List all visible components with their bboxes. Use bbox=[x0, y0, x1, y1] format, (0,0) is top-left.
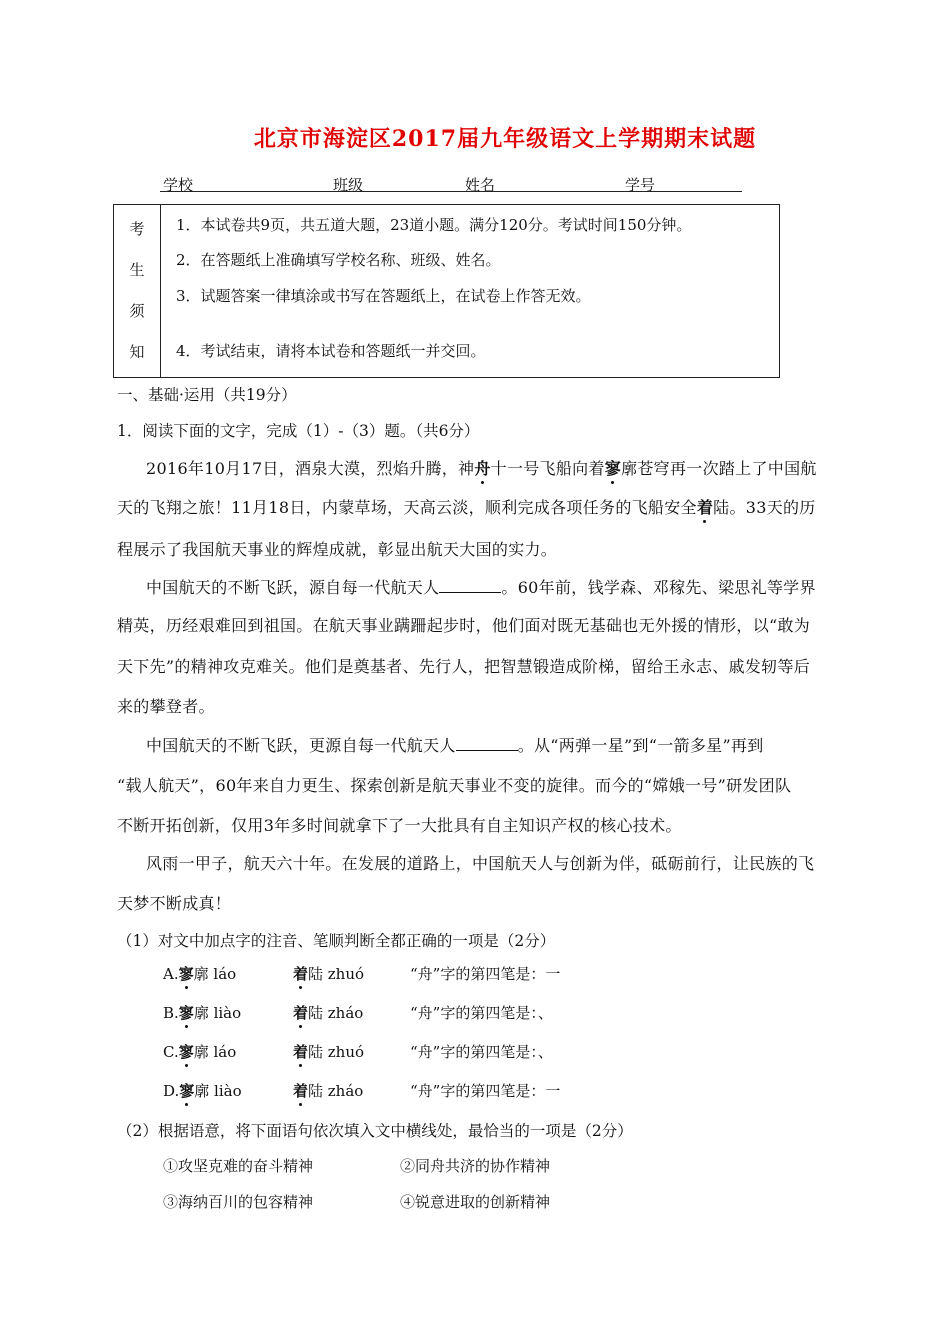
dotted-char: 寥 bbox=[178, 965, 194, 983]
choice-item: ③海纳百川的包容精神 bbox=[163, 1193, 314, 1211]
dotted-char: 着 bbox=[696, 498, 714, 517]
passage-line bbox=[117, 495, 816, 518]
section-heading: 一、基础·运用（共19分） bbox=[117, 386, 297, 404]
notice-label-char: 生 bbox=[129, 261, 145, 279]
option-c-stroke bbox=[410, 1041, 553, 1062]
passage-text: 中国航天的不断飞跃，更源自每一代航天人 bbox=[146, 736, 456, 755]
passage-line: 天梦不断成真！ bbox=[117, 894, 232, 913]
notice-divider bbox=[160, 205, 161, 377]
dotted-char: 着 bbox=[293, 1004, 309, 1022]
passage-text: 。从“两弹一星”到“一箭多星”再到 bbox=[517, 736, 764, 755]
dotted-char: 舟 bbox=[474, 459, 491, 478]
passage-line: 来的攀登者。 bbox=[117, 697, 215, 716]
notice-item: 4．考试结束，请将本试卷和答题纸一并交回。 bbox=[176, 342, 486, 360]
passage-line: 精英，历经艰难回到祖国。在航天事业蹒跚起步时，他们面对既无基础也无外援的情形，以“敢为 bbox=[117, 616, 811, 635]
option-c-second bbox=[293, 1041, 364, 1062]
stroke-mark: 、 bbox=[537, 1043, 553, 1061]
passage-line: “载人航天”，60年来自力更生、探索创新是航天事业不变的旋律。而今的“嫦娥一号”研发团队 bbox=[117, 776, 792, 795]
passage-line: 不断开拓创新，仅用3年多时间就拿下了一大批具有自主知识产权的核心技术。 bbox=[117, 816, 682, 835]
option-a[interactable] bbox=[163, 963, 236, 984]
passage-line bbox=[146, 733, 764, 756]
choice-item: ②同舟共济的协作精神 bbox=[400, 1157, 551, 1175]
option-pinyin-1: 廓 liào bbox=[193, 1004, 242, 1022]
notice-label-char: 考 bbox=[129, 220, 145, 238]
option-c[interactable] bbox=[163, 1041, 236, 1062]
passage-line bbox=[146, 456, 817, 479]
notice-label-char: 知 bbox=[129, 343, 145, 361]
passage-line: 程展示了我国航天事业的辉煌成就，彰显出航天大国的实力。 bbox=[117, 540, 558, 559]
option-d-stroke bbox=[410, 1080, 560, 1101]
passage-line: 风雨一甲子，航天六十年。在发展的道路上，中国航天人与创新为伴，砥砺前行，让民族的飞 bbox=[146, 854, 815, 873]
passage-text: 十一号飞船向着 bbox=[490, 459, 605, 478]
option-pinyin-1: 廓 liào bbox=[194, 1082, 242, 1100]
option-stroke-text: “舟”字的第四笔是： bbox=[410, 1043, 538, 1061]
sub-question-2: （2）根据语意，将下面语句依次填入文中横线处，最恰当的一项是（2分） bbox=[117, 1122, 633, 1140]
passage-text: 2016年10月17日，酒泉大漠，烈焰升腾，神 bbox=[146, 459, 475, 478]
passage-text: 廓苍穹再一次踏上了中国航 bbox=[621, 459, 817, 478]
option-letter: D. bbox=[163, 1082, 180, 1100]
dotted-char: 寥 bbox=[604, 459, 622, 478]
option-stroke-text: “舟”字的第四笔是： bbox=[410, 1004, 538, 1022]
option-pinyin-1: 廓 láo bbox=[193, 1043, 237, 1061]
option-a-second bbox=[293, 963, 364, 984]
choice-item: ④锐意进取的创新精神 bbox=[400, 1193, 551, 1211]
exam-notice-box bbox=[113, 204, 780, 378]
notice-item: 3．试题答案一律填涂或书写在答题纸上，在试卷上作答无效。 bbox=[176, 287, 591, 305]
dotted-char: 寥 bbox=[178, 1004, 194, 1022]
option-b-stroke bbox=[410, 1002, 553, 1023]
notice-item: 2．在答题纸上准确填写学校名称、班级、姓名。 bbox=[176, 251, 501, 269]
sub-question-1: （1）对文中加点字的注音、笔顺判断全都正确的一项是（2分） bbox=[117, 932, 556, 950]
fill-blank-2[interactable] bbox=[456, 738, 518, 751]
class-label: 班级 bbox=[333, 176, 364, 194]
option-d[interactable] bbox=[163, 1080, 242, 1101]
name-label: 姓名 bbox=[465, 176, 496, 194]
fill-blank-1[interactable] bbox=[439, 580, 501, 593]
passage-text: 天的飞翔之旅！11月18日，内蒙草场，天高云淡，顺利完成各项任务的飞船安全 bbox=[117, 498, 697, 517]
option-stroke-text: “舟”字的第四笔是： bbox=[410, 1082, 546, 1100]
option-a-stroke bbox=[410, 963, 560, 984]
option-letter: B. bbox=[163, 1004, 179, 1022]
passage-text: 。60年前，钱学森、邓稼先、梁思礼等学界 bbox=[501, 578, 816, 597]
option-pinyin-2: 陆 zháo bbox=[308, 1082, 364, 1100]
option-b[interactable] bbox=[163, 1002, 241, 1023]
option-pinyin-1: 廓 láo bbox=[193, 965, 237, 983]
dotted-char: 着 bbox=[293, 1082, 309, 1100]
option-stroke-text: “舟”字的第四笔是： bbox=[410, 965, 546, 983]
page-title: 北京市海淀区2017届九年级语文上学期期末试题 bbox=[253, 126, 757, 152]
school-label: 学校 bbox=[163, 176, 194, 194]
info-underline bbox=[160, 191, 742, 192]
student-id-label: 学号 bbox=[625, 176, 656, 194]
stroke-mark: 一 bbox=[545, 965, 561, 983]
option-letter: C. bbox=[163, 1043, 179, 1061]
option-pinyin-2: 陆 zhuó bbox=[308, 965, 365, 983]
passage-text: 陆。33天的历 bbox=[713, 498, 816, 517]
option-pinyin-2: 陆 zhuó bbox=[308, 1043, 365, 1061]
passage-line bbox=[146, 575, 816, 598]
dotted-char: 着 bbox=[293, 965, 309, 983]
option-pinyin-2: 陆 zháo bbox=[308, 1004, 364, 1022]
dotted-char: 着 bbox=[293, 1043, 309, 1061]
notice-item: 1．本试卷共9页，共五道大题，23道小题。满分120分。考试时间150分钟。 bbox=[176, 216, 692, 234]
stroke-mark: 、 bbox=[537, 1004, 553, 1022]
dotted-char: 寥 bbox=[178, 1043, 194, 1061]
passage-line: 天下先”的精神攻克难关。他们是奠基者、先行人，把智慧锻造成阶梯，留给王永志、戚发轫等后 bbox=[117, 657, 811, 676]
stroke-mark: 一 bbox=[545, 1082, 561, 1100]
question-1: 1．阅读下面的文字，完成（1）-（3）题。（共6分） bbox=[117, 422, 480, 440]
option-b-second bbox=[293, 1002, 363, 1023]
option-d-second bbox=[293, 1080, 363, 1101]
notice-label-char: 须 bbox=[129, 302, 145, 320]
passage-text: 中国航天的不断飞跃，源自每一代航天人 bbox=[146, 578, 440, 597]
dotted-char: 寥 bbox=[179, 1082, 195, 1100]
option-letter: A. bbox=[163, 965, 179, 983]
choice-item: ①攻坚克难的奋斗精神 bbox=[163, 1157, 314, 1175]
